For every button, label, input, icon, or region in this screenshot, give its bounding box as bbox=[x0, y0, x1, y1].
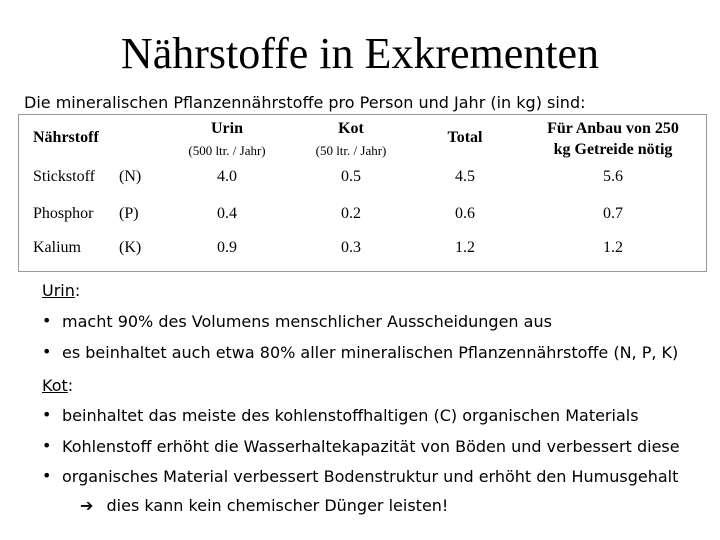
arrow-note bbox=[80, 496, 448, 515]
kot-heading-text: Kot bbox=[42, 376, 68, 395]
row-name: Kalium bbox=[33, 239, 81, 256]
row-name: Stickstoff bbox=[33, 168, 95, 185]
urin-bullet-text: es beinhaltet auch etwa 80% aller mineralischen Pflanzennährstoffe (N, P, K) bbox=[62, 343, 679, 362]
row-anbau-value: 0.7 bbox=[603, 205, 623, 222]
row-anbau-value: 5.6 bbox=[603, 168, 623, 185]
slide-subtitle: Die mineralischen Pflanzennährstoffe pro Person und Jahr (in kg) sind: bbox=[24, 93, 586, 112]
bullet-icon: • bbox=[42, 436, 52, 455]
urin-heading-text: Urin bbox=[42, 281, 75, 300]
header-anbau-line2: kg Getreide nötig bbox=[553, 141, 673, 158]
header-urin-sub: (500 ltr. / Jahr) bbox=[188, 143, 266, 158]
kot-bullet-text: Kohlenstoff erhöht die Wasserhaltekapazität von Böden und verbessert diese bbox=[62, 437, 680, 456]
bullet-icon: • bbox=[42, 466, 52, 485]
row-anbau-value: 1.2 bbox=[603, 239, 623, 256]
header-kot-sub: (50 ltr. / Jahr) bbox=[315, 143, 387, 158]
bullet-icon: • bbox=[42, 311, 52, 330]
row-symbol: (P) bbox=[119, 205, 139, 222]
header-total: Total bbox=[447, 129, 483, 146]
arrow-right-icon: ➔ bbox=[80, 496, 94, 515]
kot-heading bbox=[42, 376, 73, 395]
row-kot-value: 0.5 bbox=[341, 168, 361, 185]
header-naehrstoff: Nährstoff bbox=[33, 129, 99, 146]
nutrient-table bbox=[18, 114, 707, 272]
row-urin-value: 4.0 bbox=[217, 168, 237, 185]
kot-bullet-text: beinhaltet das meiste des kohlenstoffhaltigen (C) organischen Materials bbox=[62, 406, 639, 425]
row-symbol: (K) bbox=[119, 239, 142, 256]
row-symbol: (N) bbox=[119, 168, 142, 185]
arrow-note-text: dies kann kein chemischer Dünger leisten! bbox=[106, 496, 449, 515]
row-urin-value: 0.9 bbox=[217, 239, 237, 256]
urin-heading bbox=[42, 281, 80, 300]
row-urin-value: 0.4 bbox=[217, 205, 237, 222]
slide-title: Nährstoffe in Exkrementen bbox=[120, 29, 600, 78]
row-total-value: 0.6 bbox=[455, 205, 475, 222]
urin-bullet-text: macht 90% des Volumens menschlicher Ausscheidungen aus bbox=[62, 312, 552, 331]
kot-heading-colon: : bbox=[67, 376, 74, 395]
header-urin: Urin bbox=[211, 120, 243, 137]
urin-heading-colon: : bbox=[74, 281, 81, 300]
header-anbau-line1: Für Anbau von 250 bbox=[547, 120, 679, 137]
bullet-icon: • bbox=[42, 342, 52, 361]
row-total-value: 1.2 bbox=[455, 239, 475, 256]
row-kot-value: 0.3 bbox=[341, 239, 361, 256]
row-kot-value: 0.2 bbox=[341, 205, 361, 222]
bullet-icon: • bbox=[42, 405, 52, 424]
kot-bullet-text: organisches Material verbessert Bodenstruktur und erhöht den Humusgehalt bbox=[62, 467, 679, 486]
header-kot: Kot bbox=[338, 120, 364, 137]
row-total-value: 4.5 bbox=[455, 168, 475, 185]
row-name: Phosphor bbox=[33, 205, 94, 222]
